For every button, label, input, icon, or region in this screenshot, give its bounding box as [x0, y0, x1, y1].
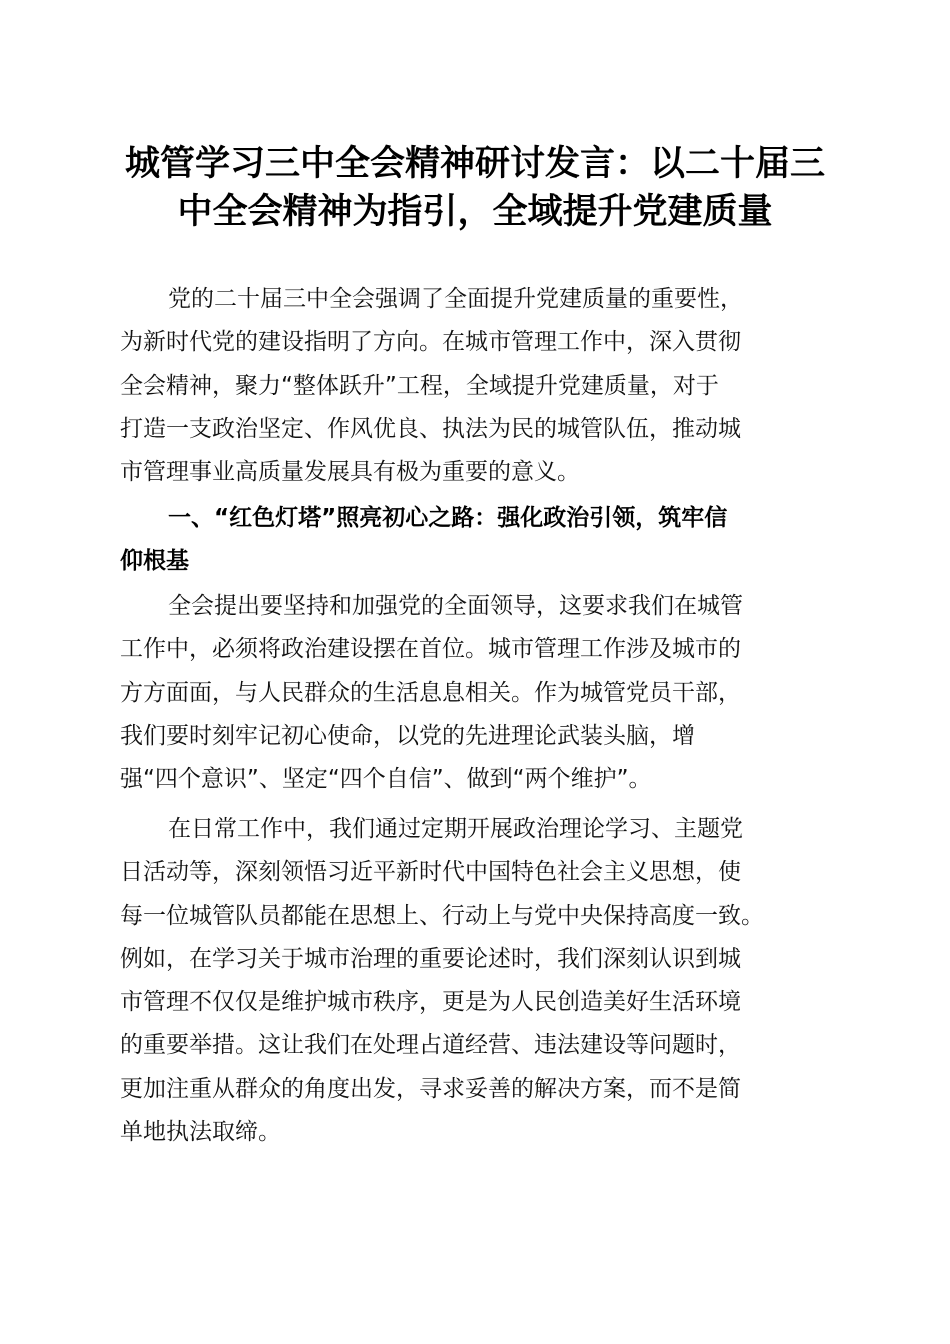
paragraph-line: 的重要举措。这让我们在处理占道经营、违法建设等问题时， — [120, 1032, 741, 1059]
paragraph-line: 更加注重从群众的角度出发，寻求妥善的解决方案，而不是简 — [120, 1075, 741, 1102]
paragraph-line: 市管理事业高质量发展具有极为重要的意义。 — [120, 459, 580, 486]
paragraph-line: 例如，在学习关于城市治理的重要论述时，我们深刻认识到城 — [120, 945, 741, 972]
paragraph-line: 在日常工作中，我们通过定期开展政治理论学习、主题党 — [168, 816, 743, 842]
heading-line: 仰根基 — [120, 548, 189, 575]
paragraph-line: 全会精神，聚力“整体跃升”工程，全域提升党建质量，对于 — [120, 372, 719, 399]
paragraph-line: 工作中，必须将政治建设摆在首位。城市管理工作涉及城市的 — [120, 636, 741, 663]
paragraph-line: 每一位城管队员都能在思想上、行动上与党中央保持高度一致。 — [120, 902, 764, 929]
paragraph-line: 为新时代党的建设指明了方向。在城市管理工作中，深入贯彻 — [120, 329, 741, 356]
paragraph-line: 日活动等，深刻领悟习近平新时代中国特色社会主义思想，使 — [120, 859, 741, 886]
body-paragraph — [120, 808, 832, 1154]
paragraph-line: 党的二十届三中全会强调了全面提升党建质量的重要性， — [168, 286, 743, 312]
title-line: 城管学习三中全会精神研讨发言：以二十届三 — [124, 143, 825, 184]
paragraph-line: 单地执法取缔。 — [120, 1119, 281, 1146]
section-heading — [120, 497, 832, 584]
paragraph-line: 方方面面，与人民群众的生活息息相关。作为城管党员干部， — [120, 679, 741, 706]
paragraph-line: 我们要时刻牢记初心使命，以党的先进理论武装头脑，增 — [120, 722, 695, 749]
paragraph-line: 打造一支政治坚定、作风优良、执法为民的城管队伍，推动城 — [120, 415, 741, 442]
paragraph-line: 全会提出要坚持和加强党的全面领导，这要求我们在城管 — [168, 593, 743, 619]
body-paragraph — [120, 585, 832, 801]
paragraph-line: 强“四个意识”、坚定“四个自信”、做到“两个维护”。 — [120, 766, 652, 793]
heading-line: 一、“红色灯塔”照亮初心之路：强化政治引领，筑牢信 — [168, 505, 728, 531]
paragraph-line: 市管理不仅仅是维护城市秩序，更是为人民创造美好生活环境 — [120, 989, 741, 1016]
title-line: 中全会精神为指引，全域提升党建质量 — [177, 191, 773, 232]
document-title — [100, 140, 850, 236]
intro-paragraph — [120, 278, 832, 494]
